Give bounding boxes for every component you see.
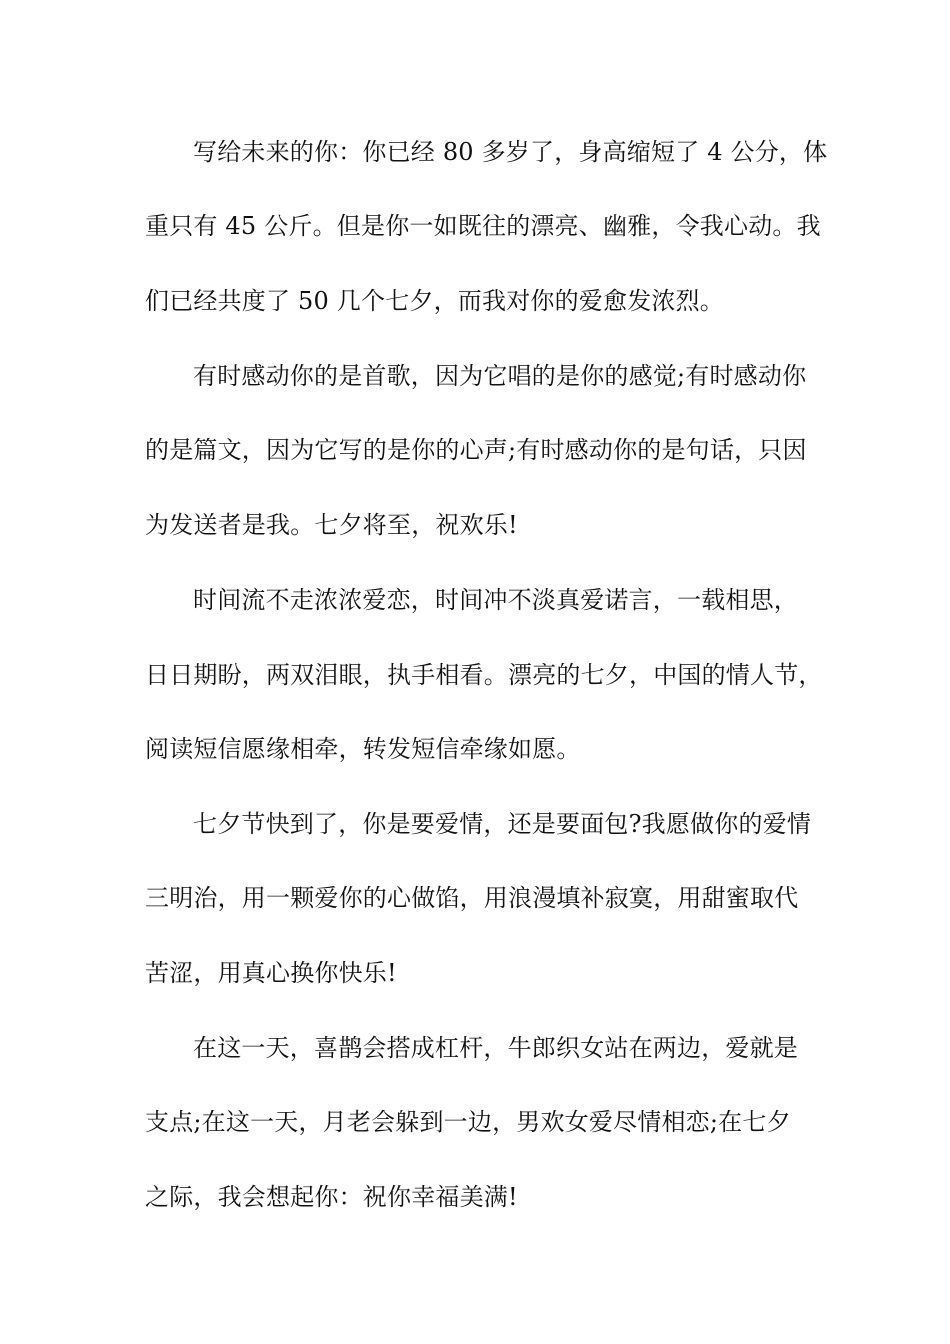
text-line: 们已经共度了 50 几个七夕，而我对你的爱愈发浓烈。 xyxy=(145,287,724,315)
text-line: 苦涩，用真心换你快乐! xyxy=(145,959,397,987)
text-line: 之际，我会想起你：祝你幸福美满! xyxy=(145,1183,518,1211)
text-line: 为发送者是我。七夕将至，祝欢乐! xyxy=(145,511,518,539)
text-line: 在这一天，喜鹊会搭成杠杆，牛郎织女站在两边，爱就是 xyxy=(193,1034,798,1062)
text-line: 日日期盼，两双泪眼，执手相看。漂亮的七夕，中国的情人节， xyxy=(145,661,823,689)
text-line: 七夕节快到了，你是要爱情，还是要面包?我愿做你的爱情 xyxy=(193,810,812,838)
text-line: 阅读短信愿缘相牵，转发短信牵缘如愿。 xyxy=(145,735,581,763)
text-line: 的是篇文，因为它写的是你的心声;有时感动你的是句话，只因 xyxy=(145,436,807,464)
text-line: 支点;在这一天，月老会躲到一边，男欢女爱尽情相恋;在七夕 xyxy=(145,1108,791,1136)
text-line: 写给未来的你：你已经 80 多岁了，身高缩短了 4 公分，体 xyxy=(193,138,828,166)
text-line: 有时感动你的是首歌，因为它唱的是你的感觉;有时感动你 xyxy=(193,362,807,390)
text-line: 时间流不走浓浓爱恋，时间冲不淡真爱诺言，一载相思， xyxy=(193,586,798,614)
text-line: 重只有 45 公斤。但是你一如既往的漂亮、幽雅，令我心动。我 xyxy=(145,212,821,240)
text-line: 三明治，用一颗爱你的心做馅，用浪漫填补寂寞，用甜蜜取代 xyxy=(145,884,799,912)
